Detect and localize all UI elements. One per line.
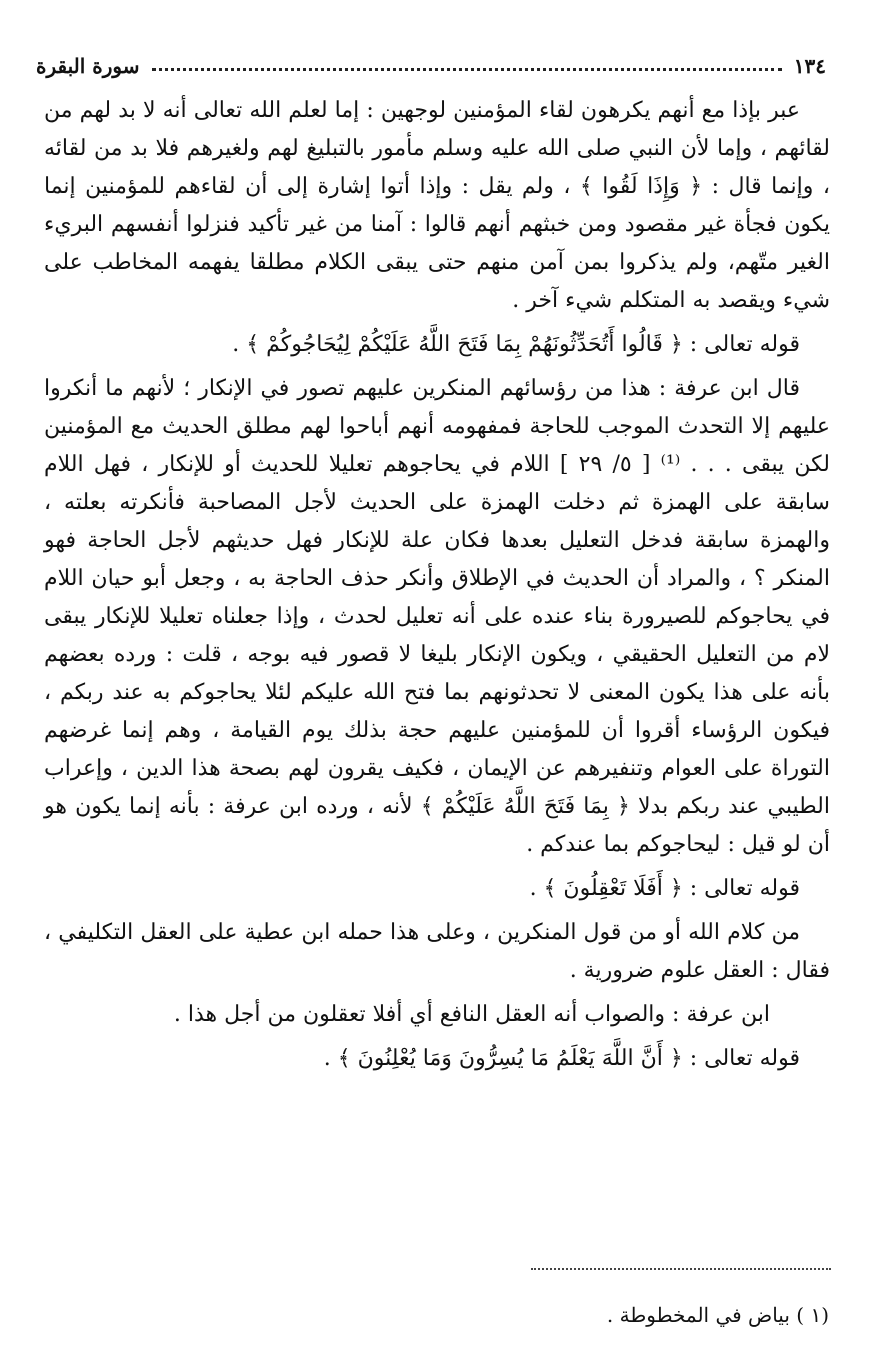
footnote-separator	[531, 1268, 831, 1270]
surah-title: سورة البقرة	[36, 54, 140, 78]
main-text	[44, 92, 830, 1078]
verse-heading: قوله تعالى : ﴿ قَالُوا أَتُحَدِّثُونَهُمْ بِمَا فَتَحَ اللَّهُ عَلَيْكُمْ لِيُحَاجُوكُمْ ﴾ .	[232, 332, 800, 357]
paragraph: من كلام الله أو من قول المنكرين ، وعلى هذا حمله ابن عطية على العقل التكليفي ، فقال : العقل علوم ضرورية .	[44, 920, 830, 983]
verse-heading: قوله تعالى : ﴿ أَنَّ اللَّهَ يَعْلَمُ مَا يُسِرُّونَ وَمَا يُعْلِنُونَ ﴾ .	[323, 1046, 800, 1071]
running-header	[36, 48, 826, 84]
page-number: ١٣٤	[793, 54, 826, 78]
header-dotted-rule	[152, 68, 782, 71]
footnote: (١ ) بياض في المخطوطة .	[606, 1303, 829, 1327]
verse-heading: قوله تعالى : ﴿ أَفَلَا تَعْقِلُونَ ﴾ .	[529, 876, 800, 901]
paragraph: ابن عرفة : والصواب أنه العقل النافع أي أفلا تعقلون من أجل هذا .	[173, 1002, 770, 1027]
paragraph: عبر بإذا مع أنهم يكرهون لقاء المؤمنين لوجهين : إما لعلم الله تعالى أنه لا بد لهم من لقائهم ، وإما لأن النبي صلى الله عليه وسلم مأمور بالتبليغ لهم ولغيرهم فلا بد من لقائه ، وإنما قال : ﴿ وَإِذَا لَقُوا ﴾ ، ولم يقل : وإذا أتوا إشارة إلى أن لقاءهم للمؤمنين إنما يكون فجأة غير مقصود ومن خبثهم أنهم قالوا : آمنا من غير تأكيد فنزلوا أنفسهم البريء الغير متّهم، ولم يذكروا بمن آمن منهم حتى يبقى الكلام مطلقا يفهمه المخاطب على شيء ويقصد به المتكلم شيء آخر .	[44, 98, 830, 313]
paragraph: قال ابن عرفة : هذا من رؤسائهم المنكرين عليهم تصور في الإنكار ؛ لأنهم ما أنكروا عليهم إلا التحدث الموجب للحاجة فمفهومه أنهم أباحوا لهم مطلق الحديث مع المؤمنين لكن يبقى . . . ⁽¹⁾ [ ٥/ ٢٩ ] اللام في يحاجوهم تعليلا للحديث أو للإنكار ، فهل اللام سابقة على الهمزة ثم دخلت الهمزة على الحديث لأجل المصاحبة فأنكرته بعلته ، والهمزة سابقة فدخل التعليل بعدها فكان علة للإنكار فهل حديثهم لأجل الحاجة فهو المنكر ؟ ، والمراد أن الحديث في الإطلاق وأنكر حذف الحاجة به ، وجعل أبو حيان اللام في يحاجوكم للصيرورة بناء عنده على أنه تعليل لحدث ، وإذا جعلناه تعليلا للإنكار يبقى لام من التعليل الحقيقي ، ويكون الإنكار بليغا لا قصور فيه بوجه ، قلت : ورده بعضهم بأنه على هذا يكون المعنى لا تحدثونهم بما فتح الله عليكم لئلا يحاجوكم به عند ربكم ، فيكون الرؤساء أقروا أن للمؤمنين عليهم حجة بذلك يوم القيامة ، وهم إنما غرضهم التوراة على العوام وتنفيرهم عن الإيمان ، فكيف يقرون لهم بصحة هذا الدين ، وإعراب الطيبي عند ربكم بدلا ﴿ بِمَا فَتَحَ اللَّهُ عَلَيْكُمْ ﴾ لأنه ، ورده ابن عرفة : بأنه إنما يكون هو أن لو قيل : ليحاجوكم بما عندكم .	[44, 376, 830, 857]
